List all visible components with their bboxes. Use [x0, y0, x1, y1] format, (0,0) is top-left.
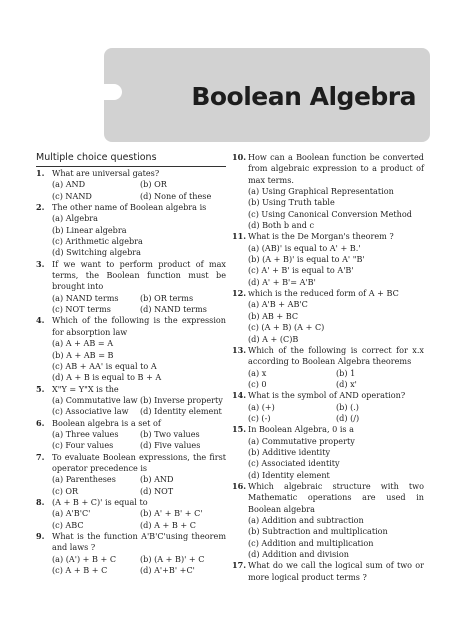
answer-option: (b) A + AB = B	[52, 349, 114, 360]
answer-option: (d) Five values	[140, 440, 201, 451]
answer-option: (a) NAND terms	[52, 292, 119, 303]
answer-option: (c) (-)	[248, 412, 271, 423]
question-number: 11.	[232, 231, 247, 242]
answer-option: (d) Both b and c	[248, 220, 315, 231]
answer-option: (b) Using Truth table	[248, 197, 335, 208]
question-text	[232, 231, 424, 242]
answer-option: (a) A'B + AB'C	[248, 299, 308, 310]
answer-option: (b) (A + B)' is equal to A' "B'	[248, 254, 365, 265]
question-item	[36, 315, 226, 383]
question-text	[36, 531, 226, 554]
question-item	[36, 418, 226, 452]
question-number: 16.	[232, 480, 247, 491]
question-text	[36, 202, 226, 213]
question-item	[232, 390, 424, 424]
answer-option: (a) x	[248, 367, 267, 378]
question-number: 17.	[232, 560, 247, 571]
question-text	[36, 452, 226, 475]
answer-option: (b) (A + B)' + C	[140, 553, 205, 564]
question-text	[36, 259, 226, 293]
question-stem: X"Y = Y"X is the	[52, 383, 119, 394]
question-item	[36, 384, 226, 418]
question-item	[232, 152, 424, 231]
question-item	[36, 168, 226, 202]
question-text	[232, 152, 424, 186]
banner-tab-notch	[102, 84, 122, 100]
option-row	[36, 440, 226, 451]
question-stem: What do we call the logical sum of two or more logical product terms ?	[248, 560, 424, 582]
question-number: 15.	[232, 424, 247, 435]
answer-option: (b) OR	[140, 179, 167, 190]
question-item	[36, 531, 226, 576]
question-stem: To evaluate Boolean expressions, the first operator precedence is	[52, 451, 226, 473]
answer-option: (c) ABC	[52, 519, 84, 530]
answer-option: (a) A'B'C'	[52, 508, 91, 519]
question-item	[232, 288, 424, 345]
answer-option: (d) A + B is equal to B + A	[52, 372, 162, 383]
question-stem: What is the symbol of AND operation?	[248, 390, 406, 401]
option-row	[36, 474, 226, 485]
question-stem: Which of the following is correct for x.x according to Boolean Algebra theorems	[248, 344, 424, 367]
question-text	[232, 288, 424, 299]
answer-option: (d) A + B + C	[140, 519, 196, 530]
question-text	[232, 390, 424, 401]
answer-option: (b) Inverse property	[140, 394, 223, 405]
answer-option: (c) A + B + C	[52, 565, 108, 576]
answer-option: (a) (+)	[248, 401, 275, 412]
option-row	[36, 191, 226, 202]
answer-option: (c) A' + B' is equal to A'B'	[248, 265, 354, 276]
question-item	[36, 452, 226, 497]
answer-option: (d) x'	[336, 378, 357, 389]
answer-option: (b) AND	[140, 474, 174, 485]
question-item	[232, 424, 424, 481]
answer-option: (d) A'+B' +C'	[140, 565, 195, 576]
question-text	[232, 424, 424, 435]
question-stem: In Boolean Algebra, 0 is a	[248, 424, 354, 435]
section-heading: Multiple choice questions	[36, 152, 226, 167]
answer-option: (d) NOT	[140, 485, 174, 496]
answer-option: (d) Identity element	[248, 469, 330, 480]
question-text	[36, 315, 226, 338]
answer-option: (d) (/)	[336, 412, 360, 423]
answer-option: (c) Associated identity	[248, 458, 340, 469]
option-row	[36, 304, 226, 315]
option-row	[36, 508, 226, 519]
question-text	[232, 560, 424, 583]
question-item	[36, 202, 226, 259]
question-stem: which is the reduced form of A + BC	[248, 288, 399, 299]
option-row	[232, 413, 424, 424]
question-number: 4.	[36, 315, 45, 326]
question-stem: Which algebraic structure with two Mathematic operations are used in Boolean algebra	[248, 480, 424, 514]
question-stem: What is the De Morgan's theorem ?	[248, 231, 394, 242]
answer-option: (a) Parentheses	[52, 474, 116, 485]
option-row	[36, 554, 226, 565]
question-number: 13.	[232, 344, 247, 355]
answer-option: (c) (A + B) (A + C)	[248, 322, 325, 333]
answer-option: (c) Associative law	[52, 406, 129, 417]
question-number: 2.	[36, 202, 45, 213]
answer-option: (a) AND	[52, 179, 86, 190]
question-stem: What are universal gates?	[52, 168, 160, 178]
question-stem: Boolean algebra is a set of	[52, 417, 161, 428]
question-stem: What is the function A'B'C'using theorem and laws ?	[52, 531, 226, 553]
answer-option: (b) Subtraction and multiplication	[248, 526, 388, 537]
question-number: 7.	[36, 451, 45, 462]
answer-option: (d) NAND terms	[140, 304, 207, 315]
answer-option: (d) A' + B'= A'B'	[248, 276, 316, 287]
answer-option: (c) Four values	[52, 440, 114, 451]
answer-option: (a) (AB)' is equal to A' + B.'	[248, 242, 361, 253]
answer-option: (d) A + (C)B	[248, 333, 299, 344]
answer-option: (b) OR terms	[140, 292, 194, 303]
question-number: 14.	[232, 390, 247, 401]
answer-option: (a) Algebra	[52, 213, 98, 224]
question-number: 8.	[36, 496, 45, 507]
question-text	[232, 481, 424, 515]
answer-option: (b) 1	[336, 367, 356, 378]
question-item	[36, 497, 226, 531]
question-number: 6.	[36, 417, 45, 428]
question-number: 3.	[36, 258, 45, 269]
option-row	[36, 520, 226, 531]
answer-option: (c) Arithmetic algebra	[52, 236, 143, 247]
left-column	[36, 152, 226, 576]
answer-option: (a) Using Graphical Representation	[248, 186, 394, 197]
answer-option: (b) (.)	[336, 401, 359, 412]
question-text	[36, 497, 226, 508]
answer-option: (c) 0	[248, 378, 267, 389]
answer-option: (d) Switching algebra	[52, 247, 141, 258]
question-stem: Which of the following is the expression for absorption law	[52, 315, 226, 337]
question-number: 1.	[36, 168, 45, 178]
option-row	[232, 379, 424, 390]
question-text	[232, 345, 424, 368]
option-row	[36, 486, 226, 497]
question-number: 10.	[232, 152, 247, 162]
question-text	[36, 384, 226, 395]
answer-option: (d) None of these	[140, 190, 212, 201]
question-number: 9.	[36, 531, 45, 541]
answer-option: (c) Addition and multiplication	[248, 537, 374, 548]
answer-option: (c) Using Canonical Conversion Method	[248, 208, 412, 219]
answer-option: (a) A + AB = A	[52, 338, 114, 349]
answer-option: (c) NOT terms	[52, 304, 111, 315]
option-row	[36, 565, 226, 576]
question-stem: (A + B + C)' is equal to	[52, 496, 148, 507]
question-number: 12.	[232, 288, 247, 299]
option-row	[36, 395, 226, 406]
option-row	[36, 293, 226, 304]
answer-option: (d) Identity element	[140, 406, 222, 417]
answer-option: (b) A' + B' + C'	[140, 508, 203, 519]
answer-option: (c) OR	[52, 485, 79, 496]
right-column	[232, 152, 424, 583]
answer-option: (c) AB + AA' is equal to A	[52, 360, 157, 371]
option-row	[232, 402, 424, 413]
question-item	[36, 259, 226, 316]
option-row	[36, 179, 226, 190]
question-item	[232, 345, 424, 390]
option-row	[36, 406, 226, 417]
answer-option: (d) Addition and division	[248, 549, 349, 560]
answer-option: (a) Three values	[52, 428, 119, 439]
answer-option: (b) Linear algebra	[52, 224, 127, 235]
question-stem: How can a Boolean function be converted from algebraic expression to a product of max terms.	[248, 152, 424, 185]
answer-option: (b) Two values	[140, 428, 200, 439]
answer-option: (a) (A') + B + C	[52, 553, 117, 564]
question-item	[232, 481, 424, 560]
answer-option: (c) NAND	[52, 190, 92, 201]
answer-option: (a) Commutative property	[248, 435, 355, 446]
option-row	[232, 368, 424, 379]
option-row	[36, 429, 226, 440]
question-stem: If we want to perform product of max terms, the Boolean function must be brought into	[52, 258, 226, 292]
question-text	[36, 418, 226, 429]
question-item	[232, 560, 424, 583]
answer-option: (b) Additive identity	[248, 446, 331, 457]
question-text	[36, 168, 226, 179]
question-item	[232, 231, 424, 288]
question-number: 5.	[36, 383, 45, 394]
answer-option: (a) Commutative law	[52, 394, 138, 405]
question-stem: The other name of Boolean algebra is	[52, 202, 207, 213]
answer-option: (b) AB + BC	[248, 310, 299, 321]
chapter-title: Boolean Algebra	[191, 82, 416, 111]
answer-option: (a) Addition and subtraction	[248, 515, 364, 525]
